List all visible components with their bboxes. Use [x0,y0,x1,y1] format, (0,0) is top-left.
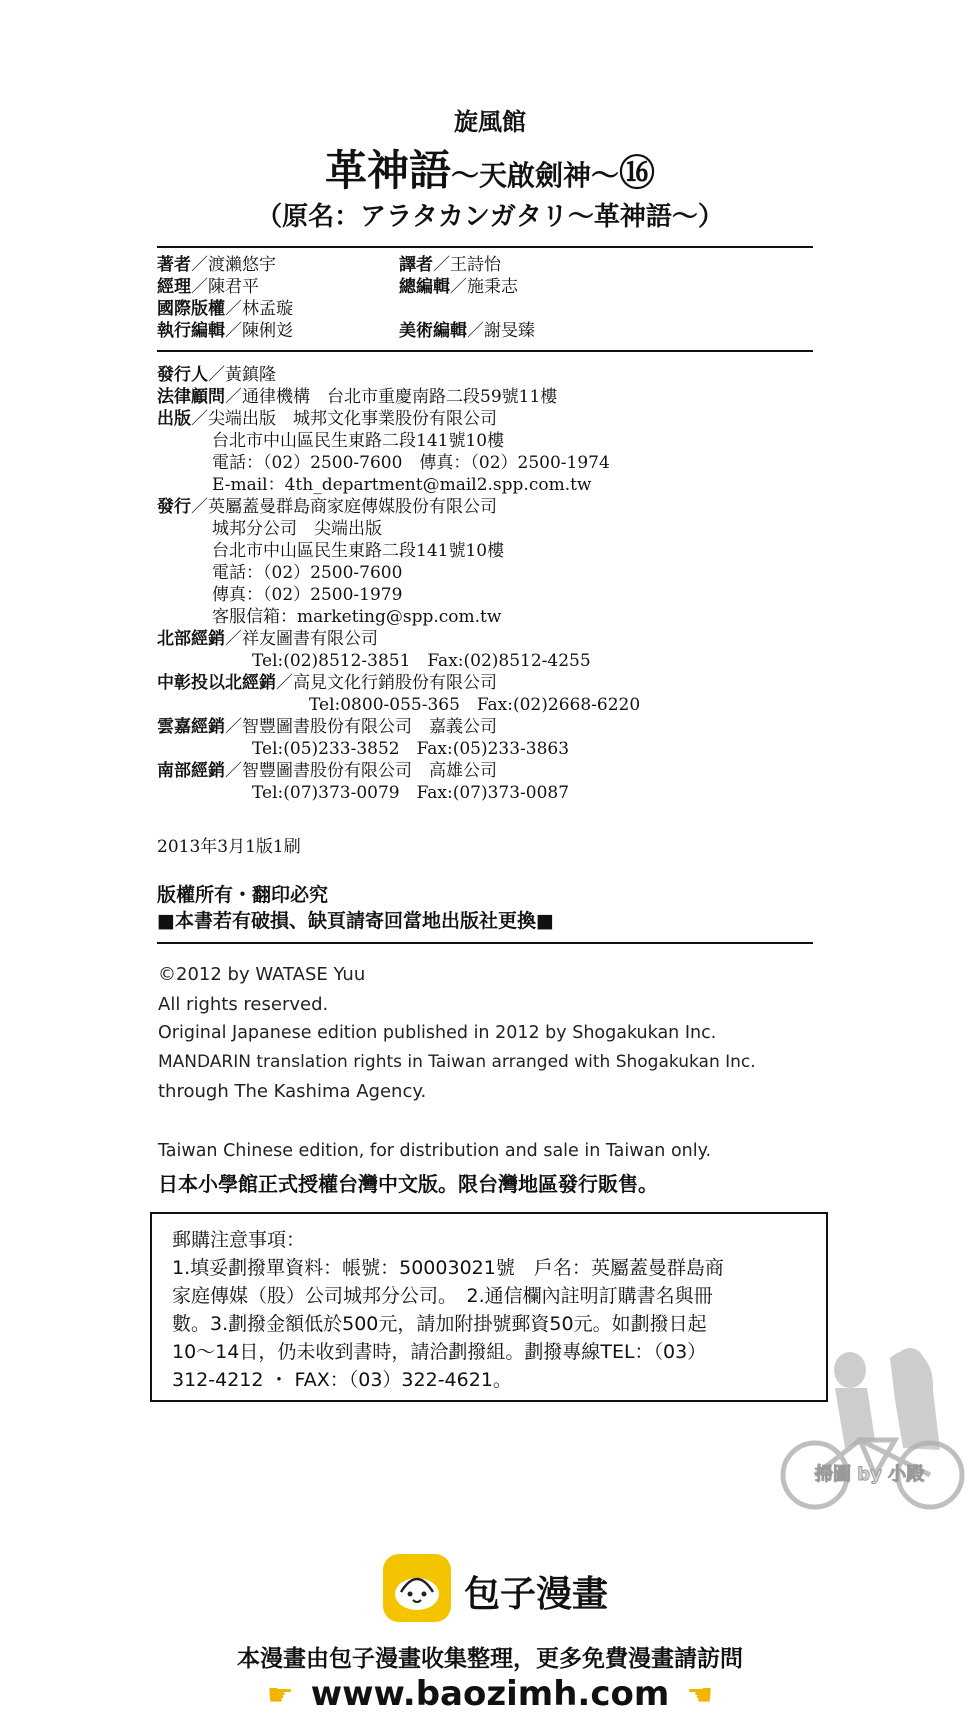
central-distributor: ／高見文化行銷股份有限公司 [276,673,497,693]
mail-order-line-5: 312-4212 ・ FAX：（03）322-4621。 [172,1369,512,1391]
author: ／渡瀨悠宇 [191,255,276,275]
legal: ／通律機構 台北市重慶南路二段59號11樓 [225,387,558,407]
dist-fax: 傳真：（02）2500-1979 [212,585,403,605]
south-distributor: ／智豐圖書股份有限公司 高雄公司 [225,761,497,781]
dist-address: 台北市中山區民生東路二段141號10樓 [212,541,505,561]
translator: ／王詩怡 [433,255,501,275]
edition-info: 2013年3月1版1刷 [157,837,301,857]
publish-label: 出版 [157,409,191,429]
art-editor: ／謝旻臻 [467,321,535,341]
title-sub: ～天啟劍神～ [450,159,619,192]
mail-order-line-3: 數。3.劃撥金額低於500元，請加附掛號郵資50元。如劃撥日起 [172,1313,707,1335]
publish: ／尖端出版 城邦文化事業股份有限公司 [191,409,497,429]
rights: ／林孟璇 [225,299,293,319]
chief-editor-label: 總編輯 [399,277,450,297]
pointing-right-icon: ☛ [266,1678,294,1713]
english-line-5: through The Kashima Agency. [158,1081,427,1102]
chief-editor: ／施秉志 [450,277,518,297]
scanlation-credit: 掃圖 by 小殿 [815,1464,925,1485]
publisher-name: 旋風館 [454,107,526,136]
footer-notice: 本漫畫由包子漫畫收集整理，更多免費漫畫請訪問 [237,1646,743,1672]
site-url-link[interactable]: www.baozimh.com [310,1674,670,1714]
copyright-notice-line1: 版權所有・翻印必究 [157,884,329,906]
volume-number: ⑯ [619,152,656,194]
english-line-4: MANDARIN translation rights in Taiwan arranged with Shogakukan Inc. [158,1052,756,1072]
brand-name: 包子漫畫 [464,1574,609,1615]
pointing-left-icon: ☚ [686,1678,714,1713]
english-line-3: Original Japanese edition published in 2012 by Shogakukan Inc. [158,1023,717,1043]
page-title [0,138,980,198]
issuer-label: 發行人 [157,365,208,385]
title-main: 革神語 [324,146,451,195]
baozi-logo-icon [383,1554,451,1622]
manager: ／陳君平 [191,277,259,297]
original-title: （原名：アラタカンガタリ～革神語～） [256,202,724,232]
english-line-1: ©2012 by WATASE Yuu [158,964,366,985]
translator-label: 譯者 [399,255,433,275]
divider-copyright [157,942,813,944]
issuer: ／黃鎮隆 [208,365,276,385]
north-distributor: ／祥友圖書有限公司 [225,629,378,649]
copyright-notice-line2: ■本書若有破損、缺頁請寄回當地出版社更換■ [157,910,554,932]
dist-mail: 客服信箱：marketing@spp.com.tw [212,607,502,627]
art-editor-label: 美術編輯 [399,321,467,341]
publish-address: 台北市中山區民生東路二段141號10樓 [212,431,505,451]
english-line-6: Taiwan Chinese edition, for distribution and sale in Taiwan only. [158,1141,712,1161]
divider-top [157,246,813,248]
taiwan-license-notice: 日本小學館正式授權台灣中文版。限台灣地區發行販售。 [158,1172,658,1196]
yunjia-distributor: ／智豐圖書股份有限公司 嘉義公司 [225,717,497,737]
yunjia-contact: Tel:(05)233-3852 Fax:(05)233-3863 [252,739,570,759]
author-label: 著者 [157,255,191,275]
dist-label: 發行 [157,497,191,517]
mail-order-line-1: 1.填妥劃撥單資料：帳號：50003021號 戶名：英屬蓋曼群島商 [172,1257,724,1279]
distributor: ／英屬蓋曼群島商家庭傳媒股份有限公司 [191,497,497,517]
english-line-2: All rights reserved. [158,994,329,1015]
yunjia-label: 雲嘉經銷 [157,717,225,737]
rights-label: 國際版權 [157,299,225,319]
mail-order-box [150,1212,828,1402]
exec-editor-label: 執行編輯 [157,321,225,341]
divider-credits [157,350,813,352]
exec-editor: ／陳俐彣 [225,321,293,341]
publish-email: E-mail：4th_department@mail2.spp.com.tw [212,475,592,495]
dist-branch: 城邦分公司 尖端出版 [212,519,382,539]
central-contact: Tel:0800-055-365 Fax:(02)2668-6220 [309,695,641,715]
publish-phone: 電話：（02）2500-7600 傳真：（02）2500-1974 [212,453,610,473]
north-contact: Tel:(02)8512-3851 Fax:(02)8512-4255 [252,651,591,671]
bicycle-watermark-icon [775,1330,975,1520]
central-label: 中彰投以北經銷 [157,673,276,693]
south-contact: Tel:(07)373-0079 Fax:(07)373-0087 [252,783,570,803]
mail-order-title: 郵購注意事項： [172,1229,306,1251]
legal-label: 法律顧問 [157,387,225,407]
north-label: 北部經銷 [157,629,225,649]
mail-order-line-2: 家庭傳媒（股）公司城邦分公司。 2.通信欄內註明訂購書名與冊 [172,1285,713,1307]
manager-label: 經理 [157,277,191,297]
south-label: 南部經銷 [157,761,225,781]
dist-phone: 電話：（02）2500-7600 [212,563,403,583]
mail-order-line-4: 10～14日，仍未收到書時，請洽劃撥組。劃撥專線TEL：（03） [172,1341,707,1363]
footer-url-row [0,1674,980,1714]
